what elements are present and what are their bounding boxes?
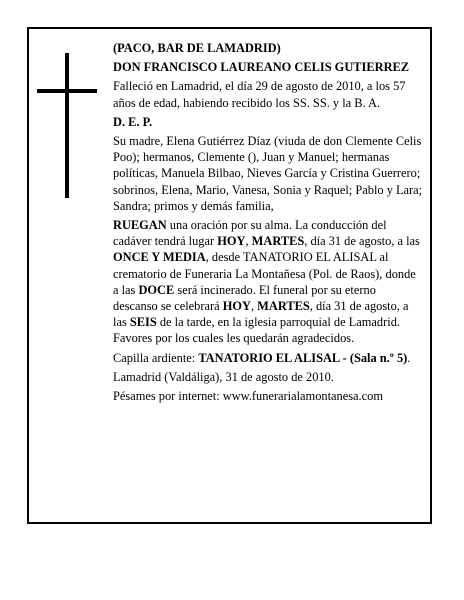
- funeral-request: [113, 217, 423, 347]
- doce-time: DOCE: [138, 282, 175, 297]
- hoy-word-2: HOY: [222, 299, 251, 314]
- chapel-label: Capilla ardiente:: [113, 350, 199, 365]
- once-y-media-time: ONCE Y MEDIA: [113, 250, 206, 265]
- request-text-8: de la tarde, en la iglesia parroquial de Lamadrid. Favores por los cuales les quedarán agradecidos.: [113, 315, 400, 346]
- chapel-value: TANATORIO EL ALISAL - (Sala n.º 5): [198, 350, 408, 365]
- hoy-word: HOY: [217, 234, 246, 249]
- death-statement: Falleció en Lamadrid, el día 29 de agosto de 2010, a los 57 años de edad, habiendo recibido los SS. SS. y la B. A.: [113, 79, 406, 110]
- condolences-line: Pésames por internet: www.funerarialamontanesa.com: [113, 389, 383, 404]
- request-text-3: , día 31 de agosto, a las: [304, 234, 420, 249]
- chapel-end: .: [407, 350, 411, 365]
- family-list: Su madre, Elena Gutiérrez Díaz (viuda de don Clemente Celis Poo); hermanos, Clemente (), Juan y Manuel; hermanas políticas, Manuela Bilbao, Nieves García y Cristina Guerrero; sobrinos, Elena, Mario, Vanesa, Sonia y Raquel; Pablo y Lara; Sandra; primos y demás familia,: [113, 134, 423, 213]
- cross-icon: [37, 53, 97, 198]
- cross-horizontal-bar: [37, 89, 97, 93]
- request-text-2: ,: [245, 234, 252, 249]
- martes-word: MARTES: [251, 234, 305, 249]
- nickname-line: (PACO, BAR DE LAMADRID): [113, 41, 281, 55]
- martes-word-2: MARTES: [257, 299, 310, 314]
- seis-time: SEIS: [129, 315, 157, 330]
- cross-vertical-bar: [65, 53, 69, 198]
- obituary-text: [113, 40, 423, 407]
- request-text-4: , desde TANATORIO EL ALISAL al crematorio de Funeraria La Montañesa (Pol. de Raos), donde a las: [113, 250, 416, 297]
- ruegan-word: RUEGAN: [113, 218, 167, 233]
- deceased-name: DON FRANCISCO LAUREANO CELIS GUTIERREZ: [113, 60, 410, 75]
- request-text-7: , día 31 de agosto, a las: [113, 299, 409, 330]
- dep-line: D. E. P.: [113, 114, 153, 129]
- chapel-line: [113, 350, 423, 366]
- request-text-5: será incinerado. El funeral por su eterno descanso se celebrará: [113, 282, 376, 314]
- request-text-6: ,: [250, 299, 258, 314]
- request-text-1: una oración por su alma. La conducción del cadáver tendrá lugar: [113, 218, 387, 249]
- place-date: Lamadrid (Valdáliga), 31 de agosto de 2010.: [113, 369, 334, 384]
